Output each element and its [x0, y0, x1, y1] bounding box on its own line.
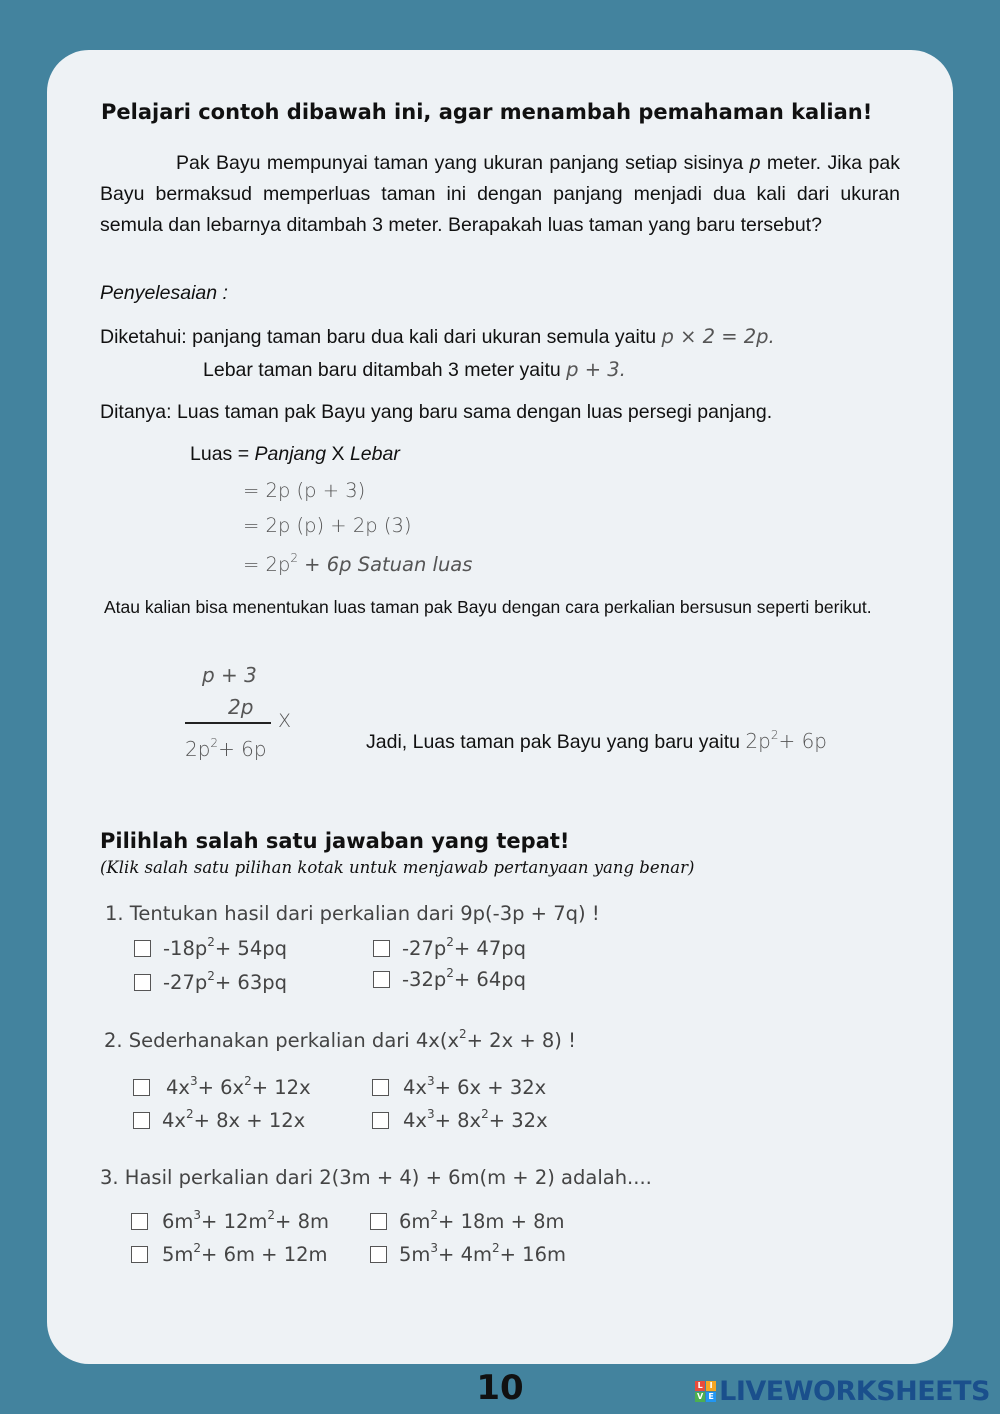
known-2: [203, 358, 626, 382]
checkbox[interactable]: [373, 940, 390, 957]
opt-text: 5m: [162, 1243, 194, 1266]
problem-text-b: meter. Jika pak Bayu bermaksud memperluas taman ini dengan panjang menjadi dua kali dari ukuran semula dan lebarnya ditambah 3 meter. Berapakah luas taman yang baru tersebut?: [100, 152, 900, 236]
opt-text: -27p: [163, 971, 208, 994]
alt-method-text: Atau kalian bisa menentukan luas taman pak Bayu dengan cara perkalian bersusun seperti berikut.: [104, 597, 872, 617]
opt-text: 4x: [403, 1109, 427, 1132]
step3-b: + 6p Satuan luas: [297, 553, 473, 576]
stacked-middle: 2p: [228, 695, 254, 719]
q3-option-b[interactable]: [370, 1210, 565, 1233]
formula-step-3: [243, 553, 472, 576]
q1-option-c[interactable]: [134, 971, 287, 994]
formula-width: Lebar: [349, 443, 400, 465]
opt-exp: 2: [446, 966, 454, 980]
result-exp: 2: [210, 736, 219, 750]
problem-text-a: Pak Bayu mempunyai taman yang ukuran panjang setiap sisinya: [176, 152, 750, 174]
conclusion-text: Jadi, Luas taman pak Bayu yang baru yaitu: [366, 731, 746, 753]
opt-exp: 2: [492, 1241, 500, 1255]
q1-option-b[interactable]: [373, 937, 526, 960]
stacked-result: [185, 737, 267, 761]
checkbox[interactable]: [131, 1246, 148, 1263]
opt-text: + 18m + 8m: [438, 1210, 565, 1233]
asked-text: Ditanya: Luas taman pak Bayu yang baru sama dengan luas persegi panjang.: [100, 401, 773, 423]
opt-text: + 64pq: [453, 968, 526, 991]
opt-text: + 12m: [201, 1210, 268, 1233]
logo-mark-letter: I: [706, 1381, 716, 1391]
page-number: 10: [476, 1368, 524, 1408]
q3-option-d[interactable]: [370, 1243, 566, 1266]
q1-option-d[interactable]: [373, 968, 526, 991]
conclusion-math-a: 2p: [745, 729, 771, 753]
checkbox[interactable]: [372, 1079, 389, 1096]
formula-step-2: = 2p (p) + 2p (3): [243, 514, 412, 537]
checkbox[interactable]: [131, 1213, 148, 1230]
stacked-op: X: [278, 710, 292, 732]
opt-text: 4x: [162, 1109, 186, 1132]
opt-text: -32p: [402, 968, 447, 991]
formula-prefix: Luas =: [190, 443, 255, 465]
opt-exp: 2: [207, 935, 215, 949]
opt-text: + 8x: [434, 1109, 482, 1132]
conclusion-math-exp: 2: [770, 728, 779, 742]
checkbox[interactable]: [372, 1112, 389, 1129]
checkbox[interactable]: [133, 1079, 150, 1096]
q2-option-b[interactable]: [372, 1076, 546, 1099]
q1-option-a[interactable]: [134, 937, 287, 960]
opt-exp: 3: [189, 1074, 198, 1088]
opt-text: + 8m: [275, 1210, 329, 1233]
conclusion-math: [745, 729, 827, 753]
q3-option-c[interactable]: [131, 1243, 328, 1266]
opt-text: 5m: [399, 1243, 431, 1266]
checkbox[interactable]: [370, 1213, 387, 1230]
known-1-text: Diketahui: panjang taman baru dua kali dari ukuran semula yaitu: [100, 326, 662, 348]
logo-mark-letter: E: [706, 1392, 716, 1402]
solution-label: Penyelesaian :: [100, 282, 228, 304]
result-b: + 6p: [218, 737, 267, 761]
known-1: [100, 325, 775, 349]
opt-text: + 32x: [488, 1109, 548, 1132]
opt-exp: 2: [430, 1208, 439, 1222]
opt-text: + 6m + 12m: [201, 1243, 328, 1266]
question-3: 3. Hasil perkalian dari 2(3m + 4) + 6m(m + 2) adalah....: [100, 1166, 652, 1189]
opt-exp: 3: [193, 1208, 202, 1222]
formula-times: X: [326, 443, 350, 465]
opt-text: + 6x + 32x: [434, 1076, 547, 1099]
opt-text: + 12x: [251, 1076, 311, 1099]
area-formula: [190, 443, 400, 466]
step3-exp: 2: [290, 551, 298, 565]
opt-text: + 63pq: [214, 971, 287, 994]
checkbox[interactable]: [134, 974, 151, 991]
opt-exp: 2: [481, 1107, 489, 1121]
logo-icon: [695, 1381, 716, 1402]
opt-text: -18p: [163, 937, 208, 960]
problem-var: p: [749, 152, 761, 174]
checkbox[interactable]: [373, 971, 390, 988]
opt-text: 6m: [399, 1210, 431, 1233]
opt-text: + 16m: [499, 1243, 566, 1266]
opt-exp: 3: [426, 1074, 435, 1088]
opt-exp: 2: [207, 969, 215, 983]
q2-exp: 2: [459, 1027, 467, 1041]
checkbox[interactable]: [134, 940, 151, 957]
quiz-instruction: (Klik salah satu pilihan kotak untuk menjawab pertanyaan yang benar): [100, 858, 695, 877]
opt-text: + 47pq: [453, 937, 526, 960]
opt-exp: 3: [426, 1107, 435, 1121]
step3-a: = 2p: [243, 553, 291, 576]
opt-exp: 2: [185, 1107, 194, 1121]
opt-exp: 2: [244, 1074, 252, 1088]
page-title: Pelajari contoh dibawah ini, agar menambah pemahaman kalian!: [101, 100, 873, 124]
q2-option-a[interactable]: [133, 1076, 311, 1099]
opt-text: 6m: [162, 1210, 194, 1233]
known-2-math: p + 3.: [566, 358, 626, 381]
opt-exp: 2: [267, 1208, 276, 1222]
formula-step-1: = 2p (p + 3): [243, 479, 366, 502]
q2-option-c[interactable]: [133, 1109, 305, 1132]
opt-exp: 2: [193, 1241, 202, 1255]
opt-text: + 8x + 12x: [193, 1109, 306, 1132]
stacked-rule: [185, 722, 271, 724]
conclusion: [366, 729, 827, 754]
opt-text: -27p: [402, 937, 447, 960]
question-1: 1. Tentukan hasil dari perkalian dari 9p(-3p + 7q) !: [105, 902, 600, 925]
formula-length: Panjang: [254, 443, 327, 465]
stacked-top: p + 3: [202, 663, 257, 687]
opt-text: + 6x: [197, 1076, 245, 1099]
logo-mark-letter: V: [697, 1392, 704, 1401]
opt-text: + 54pq: [214, 937, 287, 960]
question-2: [104, 1029, 576, 1052]
checkbox[interactable]: [370, 1246, 387, 1263]
problem-paragraph: [100, 148, 900, 241]
known-2-text: Lebar taman baru ditambah 3 meter yaitu: [203, 359, 567, 381]
q2-option-d[interactable]: [372, 1109, 548, 1132]
opt-exp: 3: [430, 1241, 439, 1255]
opt-text: + 4m: [438, 1243, 492, 1266]
q2-text-b: + 2x + 8) !: [466, 1029, 576, 1052]
result-a: 2p: [185, 737, 211, 761]
liveworksheets-logo[interactable]: [695, 1376, 990, 1407]
opt-exp: 2: [446, 935, 454, 949]
conclusion-math-b: + 6p: [778, 729, 828, 753]
q2-text-a: 2. Sederhanakan perkalian dari 4x(x: [104, 1029, 459, 1052]
known-1-math: p × 2 = 2p.: [661, 325, 775, 348]
q3-option-a[interactable]: [131, 1210, 329, 1233]
checkbox[interactable]: [133, 1112, 150, 1129]
opt-text: 4x: [166, 1076, 190, 1099]
quiz-title: Pilihlah salah satu jawaban yang tepat!: [100, 829, 570, 853]
logo-mark-letter: L: [695, 1381, 705, 1391]
opt-text: 4x: [403, 1076, 427, 1099]
logo-text: LIVEWORKSHEETS: [719, 1376, 990, 1407]
